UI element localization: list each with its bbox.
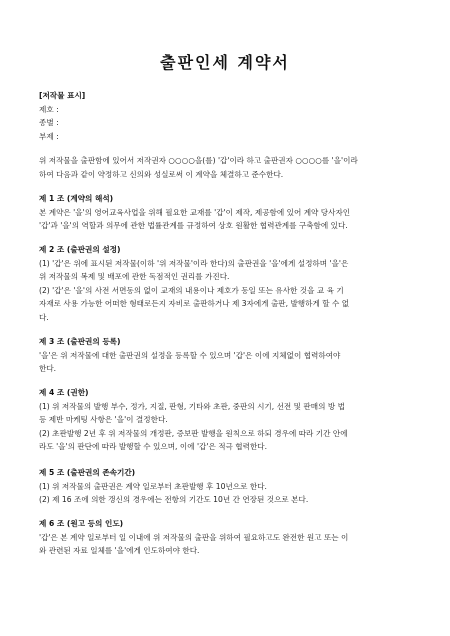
article-heading: 제 6 조 (원고 등의 인도) xyxy=(39,519,124,528)
article-line: 자재로 사용 가능한 어떠한 형태로든지 자비로 출판하거나 제 3자에게 출판, 발행하게 할 수 없 xyxy=(39,299,350,309)
article-line: 위 저작물의 복제 및 배포에 관한 독점적인 권리를 가진다. xyxy=(39,272,230,282)
article-line: '갑'은 본 계약 일로부터 일 이내에 위 저작물의 출판을 위하여 필요하고도 완전한 원고 또는 이 xyxy=(39,532,349,542)
article-5 xyxy=(39,466,413,507)
article-4 xyxy=(39,386,413,454)
document-title: 출판인세 계약서 xyxy=(160,53,290,72)
article-line: 라도 '을'의 판단에 따라 발행할 수 있으며, 이에 '갑'은 적극 협력한다. xyxy=(39,442,268,452)
article-heading: 제 1 조 (계약의 해석) xyxy=(39,194,114,203)
intro-paragraph xyxy=(39,154,413,181)
article-line: (2) '갑'은 '을'의 사전 서면동의 없이 교재의 내용이나 제호가 동일 또는 유사한 것을 교 육 기 xyxy=(39,285,344,295)
article-line: 한다. xyxy=(39,364,57,374)
article-3 xyxy=(39,335,413,376)
article-1 xyxy=(39,192,413,233)
work-subtitle-field: 부제 : xyxy=(39,131,59,141)
article-line: 다. xyxy=(39,312,49,322)
work-title-field: 제호 : xyxy=(39,104,59,114)
article-heading: 제 2 조 (출판권의 설정) xyxy=(39,245,121,254)
article-2 xyxy=(39,243,413,325)
article-line: 등 제반 마케팅 사항은 '을'이 결정한다. xyxy=(39,415,168,425)
article-line: (1) 위 저작물의 발행 부수, 정가, 지질, 판형, 기타와 초판, 중판의 시기, 선전 및 판매의 방 법 xyxy=(39,401,345,411)
article-line: '갑'과 '을'의 역할과 의무에 관한 법률관계를 규정하여 상호 원활한 협력관계를 구축함에 있다. xyxy=(39,221,348,231)
article-line: 와 관련된 자료 일체를 '을'에게 인도하여야 한다. xyxy=(39,546,200,556)
article-line: '을'은 위 저작물에 대한 출판권의 설정을 등록할 수 있으며 '갑'은 이에 지체없이 협력하여야 xyxy=(39,350,341,360)
article-line: (1) 위 저작물의 출판권은 계약 일로부터 초판발행 후 10년으로 한다. xyxy=(39,481,267,491)
article-line: (2) 제 16 조에 의한 갱신의 경우에는 전항의 기간도 10년 간 연장된 것으로 본다. xyxy=(39,495,309,505)
article-heading: 제 3 조 (출판권의 등록) xyxy=(39,337,121,346)
article-heading: 제 5 조 (출판권의 존속기간) xyxy=(39,468,136,477)
article-heading: 제 4 조 (권한) xyxy=(39,388,89,397)
article-line: (1) '갑'은 위에 표시된 저작물(이하 '위 저작물'이라 한다)의 출판권을 '을'에게 설정하며 '을'은 xyxy=(39,258,349,268)
intro-line: 위 저작물을 출판함에 있어서 저작권자 ○○○○을(를) '갑'이라 하고 출판권자 ○○○○를 '을'이라 xyxy=(39,156,358,165)
article-line: 본 계약은 '을'의 영어교육사업을 위해 필요한 교재를 '갑'이 제작, 제공함에 있어 계약 당사자인 xyxy=(39,207,351,217)
work-info-section xyxy=(39,89,413,143)
article-6 xyxy=(39,517,413,558)
work-info-header: [저작물 표시] xyxy=(39,91,86,100)
article-line: (2) 초판발행 2년 후 위 저작물의 개정판, 증보판 발행을 원칙으로 하되 경우에 따라 기간 안에 xyxy=(39,428,348,438)
work-type-field: 종별 : xyxy=(39,118,59,128)
intro-line: 하여 다음과 같이 약정하고 신의와 성실로써 이 계약을 체결하고 준수한다. xyxy=(39,169,284,179)
